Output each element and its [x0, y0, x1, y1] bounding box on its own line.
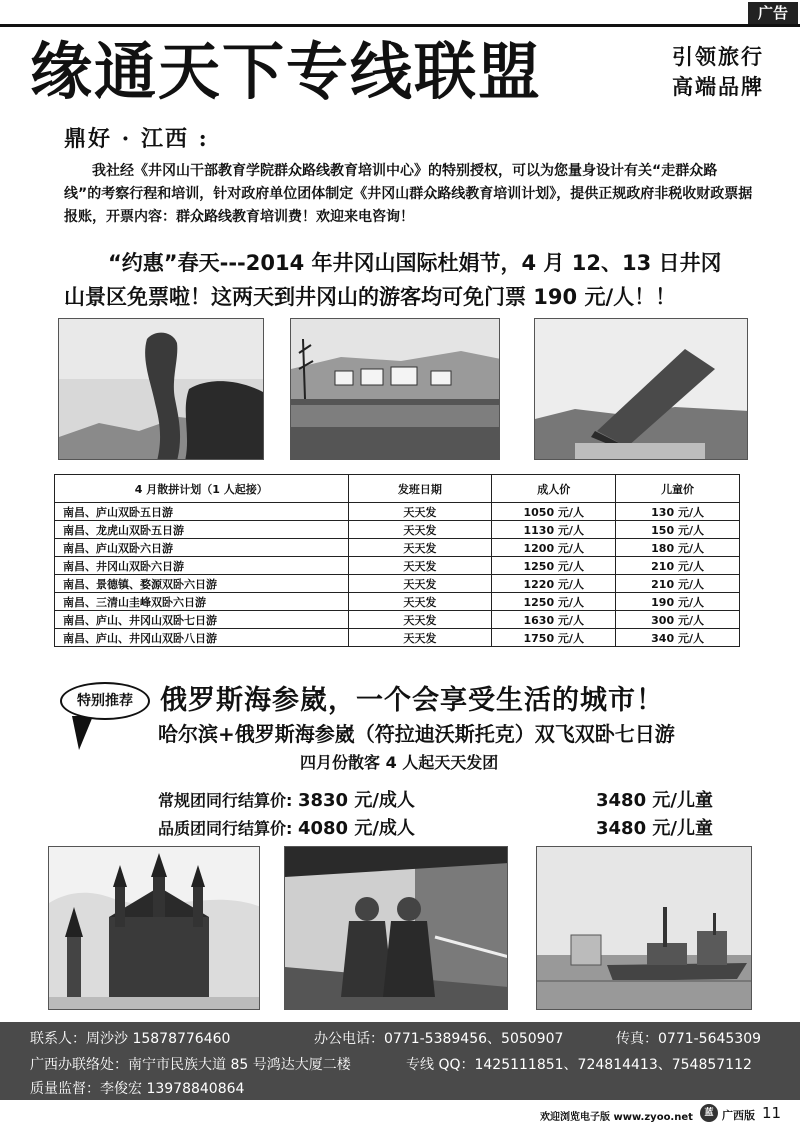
adult-price-cell: 1220 元/人 — [492, 575, 616, 593]
price-label: 常规团同行结算价: — [158, 791, 293, 810]
section-subhead: 鼎好 · 江西 : — [64, 126, 209, 152]
adult-price: 3830 元/成人 — [297, 790, 415, 811]
photo-vladivostok-harbor — [536, 846, 752, 1010]
website-text: 欢迎浏览电子版 www.zyoo.net — [540, 1112, 693, 1123]
child-price-cell: 150 元/人 — [616, 521, 740, 539]
table-row — [55, 539, 740, 557]
edition-label: 广西版 — [722, 1109, 755, 1122]
photo-jinggangshan-monument — [534, 318, 748, 460]
adult-price-cell: 1630 元/人 — [492, 611, 616, 629]
adult-price-cell: 1050 元/人 — [492, 503, 616, 521]
departure-cell: 天天发 — [348, 629, 492, 647]
page-footer — [0, 1100, 800, 1126]
photo-russian-dancers — [284, 846, 508, 1010]
promo-line-2: 山景区免票啦！这两天到井冈山的游客均可免门票 190 元/人！！ — [64, 285, 677, 309]
promo-line-1: “约惠”春天---2014 年井冈山国际杜娟节，4 月 12、13 日井冈 — [108, 251, 722, 275]
price-label: 品质团同行结算价: — [158, 819, 293, 838]
page-number: 11 — [762, 1104, 782, 1122]
route-cell: 南昌、庐山、井冈山双卧八日游 — [55, 629, 349, 647]
adult-price: 4080 元/成人 — [297, 818, 415, 839]
special-subtitle: 哈尔滨+俄罗斯海参崴（符拉迪沃斯托克）双飞双卧七日游 — [158, 722, 675, 746]
table-row — [55, 521, 740, 539]
promo-block — [64, 246, 764, 314]
route-cell: 南昌、龙虎山双卧五日游 — [55, 521, 349, 539]
intro-paragraph: 我社经《井冈山干部教育学院群众路线教育培训中心》的特别授权，可以为您量身设计有关“走群众路线”的考察行程和培训，针对政府单位团体制定《井冈山群众路线教育培训计划》，提供正规政府非税收财政票据报账，开票内容：群众路线教育培训费！欢迎来电咨询！ — [64, 163, 753, 225]
table-row — [55, 557, 740, 575]
child-price: 3480 元/儿童 — [596, 818, 713, 839]
quality-supervisor: 质量监督：李俊宏 13978840864 — [30, 1081, 245, 1097]
adult-price-cell: 1250 元/人 — [492, 557, 616, 575]
adult-price-cell: 1130 元/人 — [492, 521, 616, 539]
table-row — [55, 629, 740, 647]
adult-price-cell: 1250 元/人 — [492, 593, 616, 611]
top-rule — [0, 24, 800, 27]
child-price: 3480 元/儿童 — [596, 790, 713, 811]
slogan-line-1: 引领旅行 — [672, 45, 764, 69]
slogan-line-2: 高端品牌 — [672, 75, 764, 99]
child-price-cell: 130 元/人 — [616, 503, 740, 521]
photo-red-square-museum — [48, 846, 260, 1010]
col-child-price: 儿童价 — [616, 475, 740, 503]
table-row — [55, 611, 740, 629]
office-phone: 办公电话：0771-5389456、5050907 — [314, 1031, 564, 1047]
badge-bubble-tail — [72, 716, 93, 750]
child-price-cell: 210 元/人 — [616, 557, 740, 575]
table-row — [55, 575, 740, 593]
fax-number: 传真：0771-5645309 — [616, 1031, 762, 1047]
slogan — [672, 42, 764, 102]
special-title: 俄罗斯海参崴，一个会享受生活的城市！ — [160, 685, 664, 716]
route-cell: 南昌、景德镇、婺源双卧六日游 — [55, 575, 349, 593]
contact-person: 联系人：周沙沙 15878776460 — [30, 1031, 231, 1047]
contact-footer — [0, 1022, 800, 1100]
table-row — [55, 593, 740, 611]
col-departure: 发班日期 — [348, 475, 492, 503]
col-adult-price: 成人价 — [492, 475, 616, 503]
tour-price-table — [54, 474, 740, 647]
departure-cell: 天天发 — [348, 593, 492, 611]
price-row-standard — [158, 786, 713, 812]
headline: 缘通天下专线联盟 — [30, 35, 543, 108]
photo-rock-pillar — [58, 318, 264, 460]
qq-contacts: 专线 QQ：1425111851、724814413、754857112 — [406, 1057, 752, 1073]
photo-village-lake — [290, 318, 500, 460]
child-price-cell: 190 元/人 — [616, 593, 740, 611]
child-price-cell: 210 元/人 — [616, 575, 740, 593]
special-badge: 特别推荐 — [60, 682, 150, 720]
special-schedule: 四月份散客 4 人起天天发团 — [300, 753, 499, 772]
office-address: 广西办联络处：南宁市民族大道 85 号鸿达大厦二楼 — [30, 1057, 351, 1073]
departure-cell: 天天发 — [348, 539, 492, 557]
route-cell: 南昌、三清山圭峰双卧六日游 — [55, 593, 349, 611]
route-cell: 南昌、庐山双卧六日游 — [55, 539, 349, 557]
departure-cell: 天天发 — [348, 503, 492, 521]
col-route: 4 月散拼计划（1 人起接） — [55, 475, 349, 503]
departure-cell: 天天发 — [348, 611, 492, 629]
departure-cell: 天天发 — [348, 557, 492, 575]
price-row-quality — [158, 814, 713, 840]
ad-tag: 广告 — [748, 2, 798, 24]
departure-cell: 天天发 — [348, 521, 492, 539]
child-price-cell: 300 元/人 — [616, 611, 740, 629]
adult-price-cell: 1200 元/人 — [492, 539, 616, 557]
child-price-cell: 340 元/人 — [616, 629, 740, 647]
table-header-row — [55, 475, 740, 503]
brand-logo-icon: 蓝 — [700, 1104, 718, 1122]
route-cell: 南昌、井冈山双卧六日游 — [55, 557, 349, 575]
table-row — [55, 503, 740, 521]
departure-cell: 天天发 — [348, 575, 492, 593]
adult-price-cell: 1750 元/人 — [492, 629, 616, 647]
route-cell: 南昌、庐山双卧五日游 — [55, 503, 349, 521]
route-cell: 南昌、庐山、井冈山双卧七日游 — [55, 611, 349, 629]
child-price-cell: 180 元/人 — [616, 539, 740, 557]
